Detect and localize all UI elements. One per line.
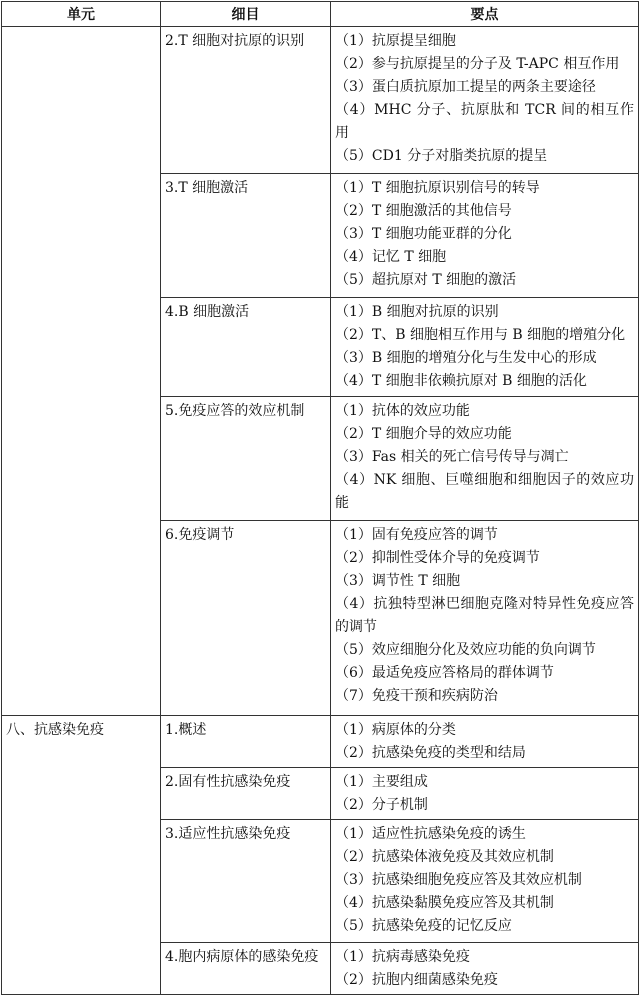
point-item: （3）蛋白质抗原加工提呈的两条主要途径 xyxy=(335,79,596,95)
points-cell xyxy=(331,819,639,942)
point-item: （3）抗感染细胞免疫应答及其效应机制 xyxy=(335,871,582,888)
points-cell xyxy=(331,27,639,174)
unit-cell: 八、抗感染免疫 xyxy=(2,715,161,994)
point-item: （1）抗体的效应功能 xyxy=(335,403,470,420)
point-item: （1）固有免疫应答的调节 xyxy=(335,526,498,543)
header-points: 要点 xyxy=(331,2,639,27)
point-item: （3）Fas 相关的死亡信号传导与凋亡 xyxy=(335,449,569,466)
point-item: （4）NK 细胞、巨噬细胞和细胞因子的效应功能 xyxy=(335,472,634,512)
point-item: （1）抗原提呈细胞 xyxy=(335,33,456,49)
point-item: （5）抗感染免疫的记忆反应 xyxy=(335,917,512,934)
table-row xyxy=(2,27,639,174)
point-item: （2）抗感染体液免疫及其效应机制 xyxy=(335,848,554,865)
topic-cell: 3.适应性抗感染免疫 xyxy=(161,819,331,942)
point-item: （7）免疫干预和疾病防治 xyxy=(335,687,498,704)
unit-cell xyxy=(2,27,161,716)
point-item: （2）抑制性受体介导的免疫调节 xyxy=(335,549,540,566)
point-item: （4）MHC 分子、抗原肽和 TCR 间的相互作用 xyxy=(335,102,634,141)
header-unit: 单元 xyxy=(2,2,161,27)
header-topic: 细目 xyxy=(161,2,331,27)
topic-cell: 2.T 细胞对抗原的识别 xyxy=(161,27,331,174)
point-item: （5）效应细胞分化及效应功能的负向调节 xyxy=(335,641,596,658)
topic-cell: 2.固有性抗感染免疫 xyxy=(161,767,331,819)
header-row xyxy=(2,2,639,27)
points-cell xyxy=(331,397,639,520)
points-cell xyxy=(331,715,639,767)
point-item: （1）抗病毒感染免疫 xyxy=(335,949,470,966)
point-item: （2）T 细胞激活的其他信号 xyxy=(335,203,512,220)
syllabus-table xyxy=(1,1,639,995)
point-item: （3）调节性 T 细胞 xyxy=(335,572,461,589)
points-cell xyxy=(331,767,639,819)
topic-cell: 4.B 细胞激活 xyxy=(161,297,331,397)
point-item: （4）记忆 T 细胞 xyxy=(335,249,447,266)
table-row xyxy=(2,715,639,767)
topic-cell: 1.概述 xyxy=(161,715,331,767)
point-item: （5）CD1 分子对脂类抗原的提呈 xyxy=(335,148,548,164)
topic-cell: 3.T 细胞激活 xyxy=(161,174,331,297)
point-item: （2）T、B 细胞相互作用与 B 细胞的增殖分化 xyxy=(335,326,626,343)
point-item: （3）T 细胞功能亚群的分化 xyxy=(335,226,512,243)
point-item: （1）适应性抗感染免疫的诱生 xyxy=(335,825,526,842)
point-item: （1）B 细胞对抗原的识别 xyxy=(335,303,499,320)
point-item: （4）抗独特型淋巴细胞克隆对特异性免疫应答的调节 xyxy=(335,595,634,635)
points-cell xyxy=(331,174,639,297)
point-item: （6）最适免疫应答格局的群体调节 xyxy=(335,664,554,681)
point-item: （4）抗感染黏膜免疫应答及其机制 xyxy=(335,894,554,911)
points-cell xyxy=(331,520,639,715)
point-item: （2）参与抗原提呈的分子及 T-APC 相互作用 xyxy=(335,56,620,72)
point-item: （5）超抗原对 T 细胞的激活 xyxy=(335,272,517,289)
point-item: （2）T 细胞介导的效应功能 xyxy=(335,426,512,443)
table-header xyxy=(2,2,639,27)
point-item: （1）病原体的分类 xyxy=(335,721,456,738)
topic-cell: 5.免疫应答的效应机制 xyxy=(161,397,331,520)
point-item: （3）B 细胞的增殖分化与生发中心的形成 xyxy=(335,349,597,366)
points-cell xyxy=(331,297,639,397)
topic-cell: 6.免疫调节 xyxy=(161,520,331,715)
points-cell xyxy=(331,943,639,995)
point-item: （2）抗感染免疫的类型和结局 xyxy=(335,744,526,761)
point-item: （1）T 细胞抗原识别信号的转导 xyxy=(335,180,540,197)
point-item: （2）分子机制 xyxy=(335,796,428,813)
table-body xyxy=(2,27,639,995)
point-item: （4）T 细胞非依赖抗原对 B 细胞的活化 xyxy=(335,372,587,389)
topic-cell: 4.胞内病原体的感染免疫 xyxy=(161,943,331,995)
point-item: （1）主要组成 xyxy=(335,773,428,790)
point-item: （2）抗胞内细菌感染免疫 xyxy=(335,972,498,989)
